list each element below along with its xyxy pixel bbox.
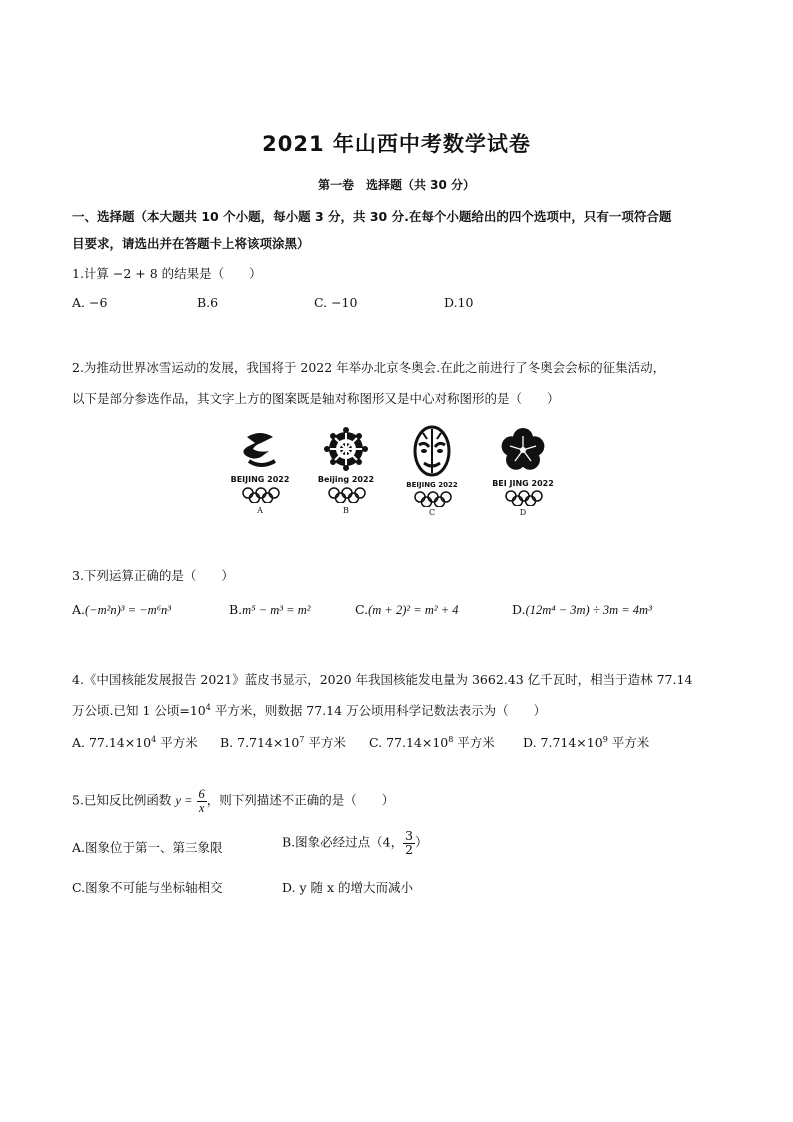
logo-c-letter: C [428,508,436,517]
q4-line2-text-a: 万公顷.已知 1 公顷=10 [72,703,206,718]
q3-option-a-expr: (−m²n)³ = −m⁶n³ [85,603,172,617]
q4-option-d [523,733,649,751]
q5-option-b-text-a: B.图象必经过点（4， [282,834,404,850]
q5-function-fraction [197,788,207,814]
q5-option-a: A.图象位于第一、第三象限 [72,840,223,855]
q3-option-d [512,602,652,618]
q4-option-c-prefix: C. 77.14×10 [369,735,449,750]
q3-option-d-prefix: D. [512,602,526,617]
q4-option-b-exponent: 7 [299,734,305,744]
olympic-rings-icon [413,491,453,507]
q3-option-b-prefix: B. [229,602,243,617]
q3-option-d-expr: (12m⁴ − 3m) ÷ 3m = 4m³ [525,603,652,617]
logo-c-text: BEIJING 2022 [406,481,458,489]
q5-function-y: y = [175,793,193,808]
section-instruction-line1: 一、选择题（本大题共 10 个小题，每小题 3 分，共 30 分.在每个小题给出的四个选项中，只有一项符合题 [72,209,672,224]
q5-option-b-text-b: ） [415,834,428,850]
part-heading: 第一卷 选择题（共 30 分） [317,178,476,192]
q5-stem [72,788,394,814]
q3-option-c [355,602,459,618]
q3-option-c-prefix: C. [355,602,369,617]
q5-option-b-denominator: 2 [405,841,414,857]
q5-option-b-numerator: 3 [405,828,414,843]
q5-option-b [282,830,428,856]
q4-line2-exponent: 4 [205,702,211,712]
logo-d-letter: D [519,508,527,517]
logo-option-b [311,425,381,520]
q5-stem-text-a: 5.已知反比例函数 [72,792,176,808]
logo-b-text: Beijing 2022 [317,475,375,484]
q1-option-c: C. −10 [314,295,358,310]
q5-fraction-numerator: 6 [198,787,205,801]
logo-option-c [397,425,467,520]
q5-option-b-fraction [403,830,415,856]
q4-stem-line1: 4.《中国核能发展报告 2021》蓝皮书显示，2020 年我国核能发电量为 3662.43 亿千瓦时，相当于造林 77.14 [72,672,693,687]
q4-option-d-prefix: D. 7.714×10 [523,735,603,750]
q1-option-d: D.10 [444,295,474,310]
q4-option-b-prefix: B. 7.714×10 [220,735,300,750]
q4-option-d-unit: 平方米 [607,735,650,750]
logo-option-d [488,425,558,520]
q3-option-b-expr: m⁵ − m³ = m² [242,603,311,617]
q5-option-d: D. y 随 x 的增大而减小 [282,880,414,895]
logo-c-opera-mask-icon [397,425,467,481]
q4-line2-text-b: 平方米，则数据 77.14 万公顷用科学记数法表示为（ ） [210,703,547,718]
logo-a-text: BEIJING 2022 [230,475,290,484]
q3-stem: 3.下列运算正确的是（ ） [72,568,234,583]
q4-option-a-exponent: 4 [151,734,157,744]
q4-option-a [72,733,198,751]
q5-stem-text-b: ，则下列描述不正确的是（ ） [206,792,395,808]
q4-option-c-exponent: 8 [448,734,454,744]
q3-option-a [72,602,171,618]
olympic-rings-icon [327,487,367,503]
q4-option-b-unit: 平方米 [304,735,346,750]
q3-option-c-expr: (m + 2)² = m² + 4 [368,603,459,617]
q4-option-b [220,733,346,751]
logo-b-snowflake-icon [311,425,381,475]
q1-option-b: B.6 [197,295,219,310]
logo-option-a [225,425,295,520]
q5-option-c: C.图象不可能与坐标轴相交 [72,880,223,895]
q1-stem: 1.计算 −2 + 8 的结果是（ ） [72,266,262,281]
olympic-rings-icon [504,490,544,506]
q4-option-c-unit: 平方米 [453,735,495,750]
q4-option-a-prefix: A. 77.14×10 [72,735,152,750]
logo-d-plum-blossom-icon [488,425,558,475]
page-title: 2021 年山西中考数学试卷 [262,132,531,156]
q2-stem-line1: 2.为推动世界冰雪运动的发展，我国将于 2022 年举办北京冬奥会.在此之前进行了冬奥会会标的征集活动， [72,360,666,375]
q4-option-a-unit: 平方米 [156,735,198,750]
q3-option-a-prefix: A. [72,602,86,617]
logo-a-letter: A [257,506,263,515]
section-instruction-line2: 目要求，请选出并在答题卡上将该项涂黑） [72,236,310,251]
olympic-rings-icon [241,487,281,503]
q2-stem-line2: 以下是部分参选作品，其文字上方的图案既是轴对称图形又是中心对称图形的是（ ） [72,391,560,406]
q3-option-b [229,602,310,618]
q4-stem-line2 [72,701,546,719]
q1-option-a: A. −6 [72,295,108,310]
logo-b-letter: B [343,506,349,515]
q4-option-c [369,733,495,751]
q4-option-d-exponent: 9 [602,734,608,744]
q5-fraction-denominator: x [198,800,205,815]
logo-a-emblem-icon [225,425,295,475]
logo-d-text: BEI JING 2022 [492,479,554,488]
